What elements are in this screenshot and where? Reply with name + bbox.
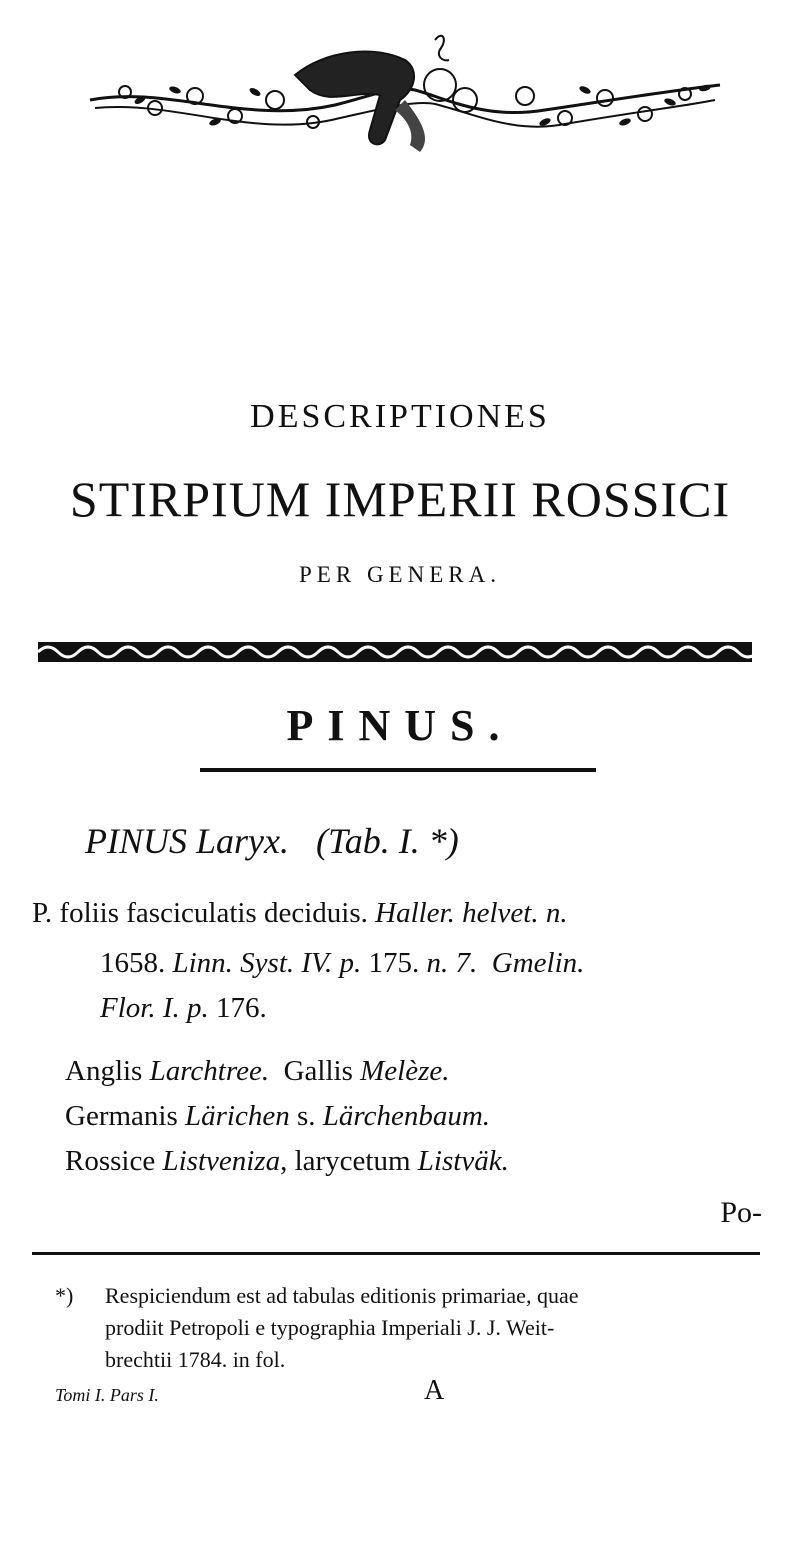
linnaeus-number: n. 7. bbox=[426, 947, 478, 979]
vernacular-name: Listveniza bbox=[162, 1145, 281, 1177]
vernacular-connector: s. bbox=[289, 1100, 323, 1132]
floral-garland-vignette bbox=[85, 30, 725, 160]
footnote-mark: *) bbox=[55, 1283, 74, 1308]
title-line-descriptiones: DESCRIPTIONES bbox=[250, 398, 550, 435]
title-line-per-genera: PER GENERA. bbox=[299, 562, 501, 587]
vernacular-lang: Germanis bbox=[65, 1100, 185, 1132]
vernacular-name: Melèze. bbox=[360, 1055, 450, 1087]
vernacular-lang: Gallis bbox=[269, 1055, 361, 1087]
genus-underline-rule bbox=[200, 768, 596, 772]
flora-citation: Flor. I. p. bbox=[100, 992, 209, 1024]
footnote-separator-rule bbox=[32, 1252, 760, 1255]
vernacular-lang: Anglis bbox=[65, 1055, 150, 1087]
synonymy-line-3 bbox=[100, 992, 267, 1025]
vernacular-connector: , larycetum bbox=[280, 1145, 418, 1177]
volume-signature-line: Tomi I. Pars I. bbox=[55, 1385, 159, 1405]
title-line-stirpium: STIRPIUM IMPERII ROSSICI bbox=[69, 471, 731, 527]
plate-reference: (Tab. I. *) bbox=[316, 821, 459, 861]
vernacular-name: Lärchenbaum. bbox=[322, 1100, 491, 1132]
vernacular-name: Larchtree. bbox=[149, 1055, 270, 1087]
linnaeus-page: 175. bbox=[368, 947, 420, 979]
diagnosis-text: P. foliis fasciculatis deciduis. bbox=[32, 897, 368, 929]
flora-page: 176. bbox=[216, 992, 267, 1024]
synonymy-line-1 bbox=[32, 897, 772, 930]
vernacular-line-russian bbox=[65, 1145, 509, 1178]
species-genus-word: PINUS bbox=[85, 821, 187, 861]
vernacular-name: Lärichen bbox=[185, 1100, 290, 1132]
vernacular-lang: Rossice bbox=[65, 1145, 163, 1177]
haller-citation: Haller. helvet. n. bbox=[375, 897, 568, 929]
species-heading bbox=[85, 820, 459, 862]
genus-heading: PINUS. bbox=[286, 701, 514, 750]
synonymy-line-2 bbox=[100, 947, 584, 980]
ornamental-band bbox=[38, 640, 752, 664]
signature-mark: A bbox=[424, 1375, 445, 1406]
footnote-line-2: prodiit Petropoli e typographia Imperiali J. J. Weit- bbox=[105, 1315, 555, 1340]
species-epithet: Laryx. bbox=[196, 821, 289, 861]
catchword: Po- bbox=[720, 1196, 762, 1229]
vernacular-name: Listväk. bbox=[417, 1145, 509, 1177]
footnote-line-3: brechtii 1784. in fol. bbox=[105, 1347, 286, 1372]
haller-number: 1658. bbox=[100, 947, 166, 979]
footnote-line-1: Respiciendum est ad tabulas editionis primariae, quae bbox=[105, 1283, 579, 1308]
vernacular-line-german bbox=[65, 1100, 490, 1133]
vernacular-line-english-french bbox=[65, 1055, 449, 1088]
gmelin-citation: Gmelin. bbox=[491, 947, 585, 979]
linnaeus-citation: Linn. Syst. IV. p. bbox=[172, 947, 362, 979]
